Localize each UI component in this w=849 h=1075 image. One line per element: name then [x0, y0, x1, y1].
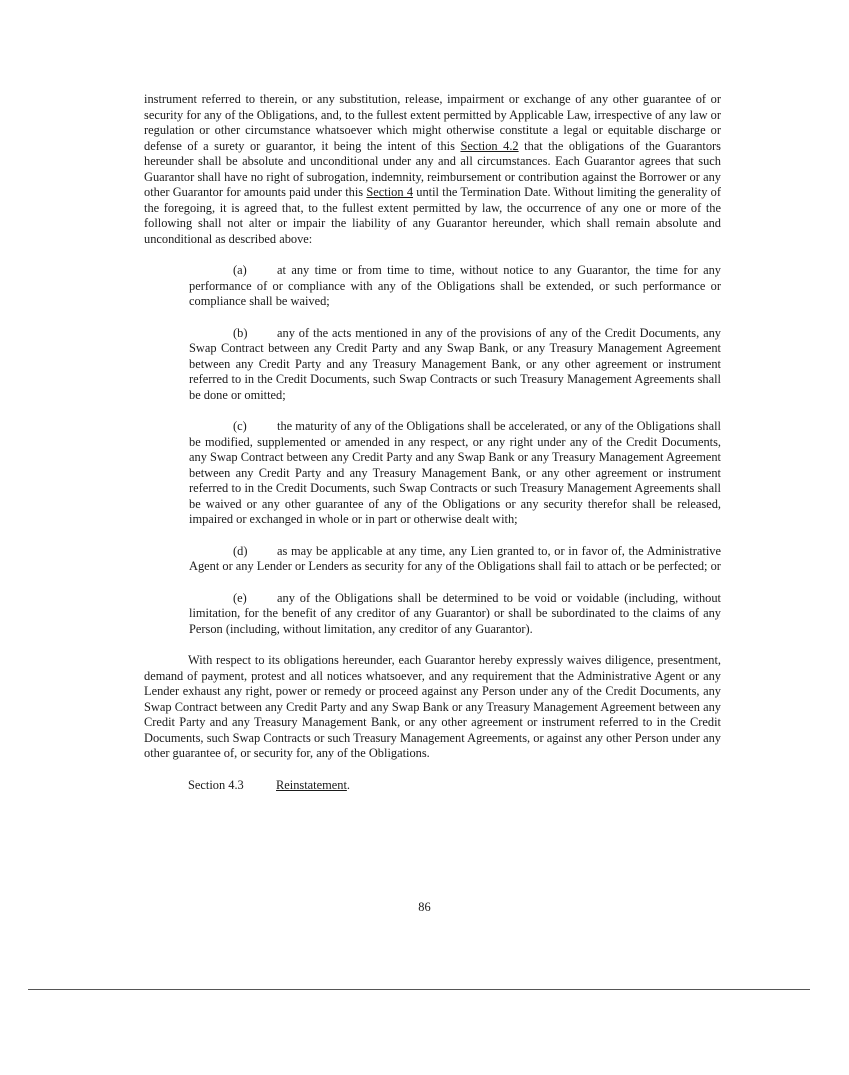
intro-text-2: that the obligations of the Guarantors hereunder shall be absolute and unconditional under any and all circumstances. Each Guarantor agrees that such Guarantor shall have no right of subrogation, indemnity, reimbursement or contribution against the Borrower or any other Guarantor for amounts paid under this [144, 138, 721, 199]
clause-text: any of the Obligations shall be determined to be void or voidable (including, without limitation, for the benefit of any creditor of any Guarantor) or shall be subordinated to the claims of any Person (including, without limitation, any creditor of any Guarantor). [189, 590, 721, 636]
section-4-reference: Section 4 [366, 185, 414, 199]
clause-text: any of the acts mentioned in any of the provisions of any of the Credit Documents, any Swap Contract between any Credit Party and any Swap Bank, or any Treasury Management Agreement between any Credit Party and any Treasury Management Bank, or any other agreement or instrument referred to in the Credit Documents, such Swap Contracts or such Treasury Management Agreements shall be done or omitted; [189, 325, 721, 402]
clause-d [189, 544, 721, 575]
waiver-paragraph: With respect to its obligations hereunder, each Guarantor hereby expressly waives diligence, presentment, demand of payment, protest and all notices whatsoever, and any requirement that the Administrative Agent or any Lender exhaust any right, power or remedy or proceed against any Person under any of the Credit Documents, any Swap Contract between any Credit Party and any Swap Bank or any Treasury Management Agreement between any Credit Party and any Treasury Management Bank, or any other agreement or instrument referred to in the Credit Documents, such Swap Contracts or such Treasury Management Agreements, or against any other Person under any other guarantee of, or security for, any of the Obligations. [144, 653, 721, 760]
intro-text-3: until the Termination Date. Without limiting the generality of the foregoing, it is agreed that, to the fullest extent permitted by law, the occurrence of any one or more of the following shall not alter or impair the liability of any Guarantor hereunder, which shall remain absolute and unconditional as described above: [144, 185, 721, 246]
clause-label: (c) [233, 419, 247, 433]
clause-label: (a) [233, 263, 247, 277]
clause-label: (b) [233, 325, 248, 340]
clause-e [189, 591, 721, 638]
clause-text: as may be applicable at any time, any Lien granted to, or in favor of, the Administrative Agent or any Lender or Lenders as security for any of the Obligations shall fail to attach or be perfected; or [189, 543, 721, 573]
clause-b [189, 326, 721, 404]
clause-label: (e) [233, 590, 247, 605]
section-4-2-reference: Section 4.2 [460, 138, 519, 153]
page-number: 86 [418, 900, 431, 914]
clause-c [189, 419, 721, 528]
clause-a [189, 263, 721, 310]
section-number: Section 4.3 [188, 777, 244, 792]
clause-text: the maturity of any of the Obligations shall be accelerated, or any of the Obligations shall be modified, supplemented or amended in any respect, or any right under any of the Credit Documents, any Swap Contract between any Credit Party and any Swap Bank or any Treasury Management Agreement between any Credit Party and any Treasury Management Bank, or any other agreement or instrument referred to in the Credit Documents, such Swap Contracts or such Treasury Management Agreements shall be waived or any other guarantee of any of the Obligations or any security therefor shall be released, impaired or exchanged in whole or in part or otherwise dealt with; [189, 419, 721, 526]
document-page [144, 92, 721, 793]
section-title-period: . [346, 777, 350, 792]
intro-paragraph [144, 92, 721, 247]
section-title: Reinstatement [276, 777, 347, 792]
clause-text: at any time or from time to time, without notice to any Guarantor, the time for any performance of or compliance with any of the Obligations shall be extended, or such performance or compliance shall be waived; [189, 263, 721, 308]
section-heading [188, 778, 721, 794]
clause-label: (d) [233, 543, 248, 558]
page-divider [28, 989, 810, 990]
intro-text-1: instrument referred to therein, or any substitution, release, impairment or exchange of any other guarantee of or security for any of the Obligations, and, to the fullest extent permitted by Applicable Law, irrespective of any law or regulation or other circumstance whatsoever which might otherwise constitute a legal or equitable discharge or defense of a surety or guarantor, it being the intent of this [144, 92, 721, 153]
